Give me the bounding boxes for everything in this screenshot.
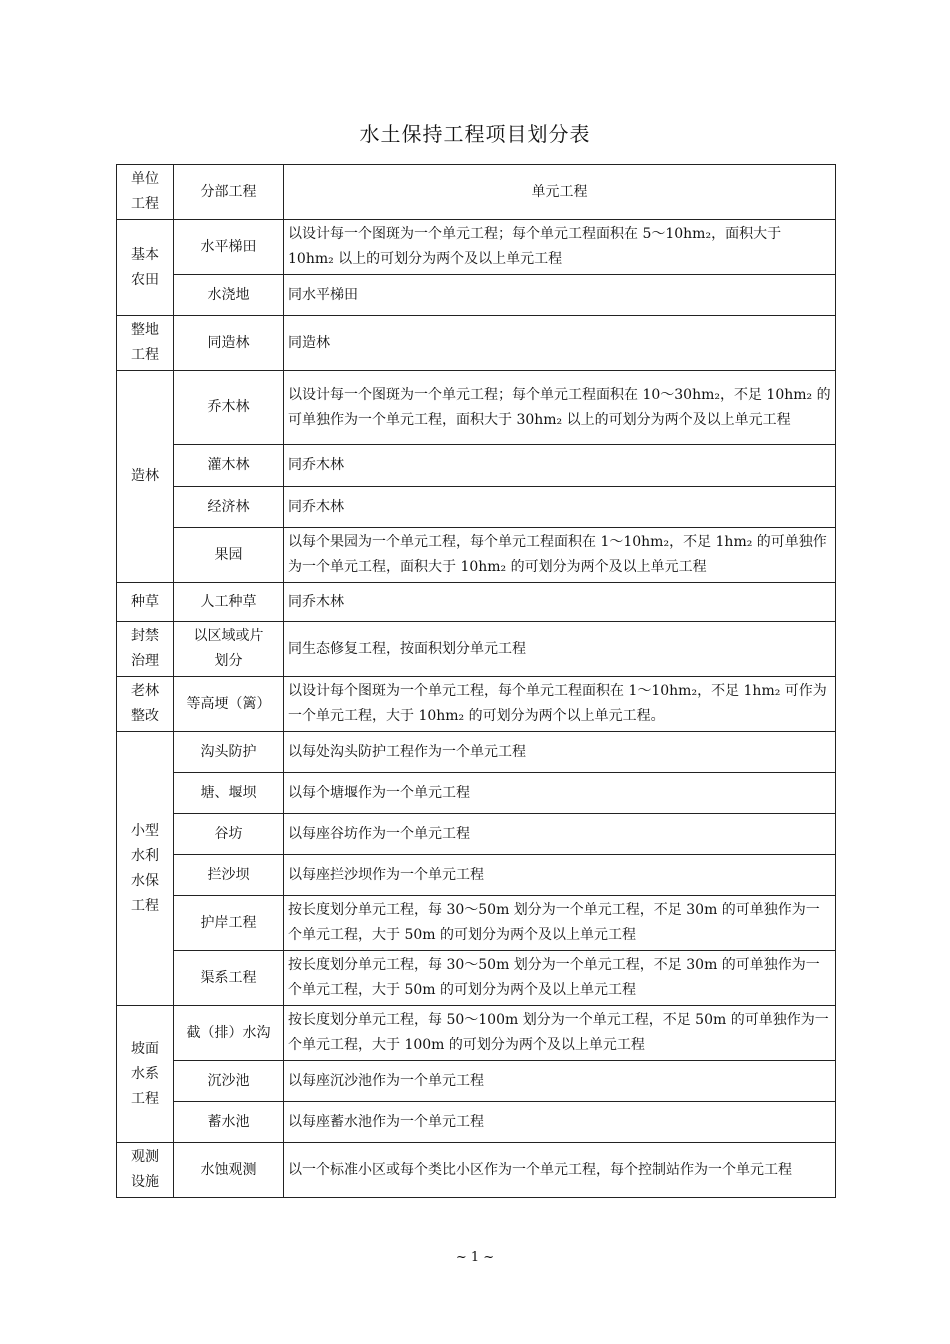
- element-description-cell: 按长度划分单元工程，每 30～50m 划分为一个单元工程，不足 30m 的可单独作为一个单元工程，大于 50m 的可划分为两个及以上单元工程: [284, 896, 836, 951]
- table-row: [117, 445, 836, 487]
- sub-project-cell: 乔木林: [174, 371, 284, 445]
- sub-project-cell: 水浇地: [174, 275, 284, 316]
- element-description-cell: 同生态修复工程，按面积划分单元工程: [284, 622, 836, 677]
- sub-project-cell: 人工种草: [174, 583, 284, 622]
- table-row: [117, 677, 836, 732]
- element-description-cell: 以每座沉沙池作为一个单元工程: [284, 1061, 836, 1102]
- unit-project-cell: 观测 设施: [117, 1143, 174, 1198]
- table-row: [117, 622, 836, 677]
- page-title: 水土保持工程项目划分表: [359, 122, 591, 146]
- header-part: 分部工程: [174, 165, 284, 220]
- table-header-row: [117, 165, 836, 220]
- unit-project-cell: 造林: [117, 371, 174, 583]
- table-body: [117, 165, 836, 1198]
- header-unit: 单位 工程: [117, 165, 174, 220]
- unit-project-cell: 种草: [117, 583, 174, 622]
- table-row: [117, 1061, 836, 1102]
- sub-project-cell: 截（排）水沟: [174, 1006, 284, 1061]
- project-division-table: [116, 164, 836, 1198]
- element-description-cell: 以设计每一个图斑为一个单元工程；每个单元工程面积在 10～30hm₂，不足 10hm₂ 的可单独作为一个单元工程，面积大于 30hm₂ 以上的可划分为两个及以上单元工程: [284, 371, 836, 445]
- table-row: [117, 220, 836, 275]
- element-description-cell: 按长度划分单元工程，每 30～50m 划分为一个单元工程，不足 30m 的可单独作为一个单元工程，大于 50m 的可划分为两个及以上单元工程: [284, 951, 836, 1006]
- sub-project-cell: 蓄水池: [174, 1102, 284, 1143]
- table-row: [117, 814, 836, 855]
- table-row: [117, 1102, 836, 1143]
- table-row: [117, 583, 836, 622]
- element-description-cell: 以每座拦沙坝作为一个单元工程: [284, 855, 836, 896]
- sub-project-cell: 渠系工程: [174, 951, 284, 1006]
- table-row: [117, 487, 836, 528]
- table-row: [117, 951, 836, 1006]
- element-description-cell: 以每座谷坊作为一个单元工程: [284, 814, 836, 855]
- sub-project-cell: 同造林: [174, 316, 284, 371]
- sub-project-cell: 沉沙池: [174, 1061, 284, 1102]
- sub-project-cell: 塘、堰坝: [174, 773, 284, 814]
- table-row: [117, 275, 836, 316]
- table-row: [117, 855, 836, 896]
- table-row: [117, 732, 836, 773]
- sub-project-cell: 果园: [174, 528, 284, 583]
- table-row: [117, 896, 836, 951]
- element-description-cell: 以每个塘堰作为一个单元工程: [284, 773, 836, 814]
- unit-project-cell: 老林 整改: [117, 677, 174, 732]
- element-description-cell: 同乔木林: [284, 583, 836, 622]
- table-row: [117, 773, 836, 814]
- element-description-cell: 按长度划分单元工程，每 50～100m 划分为一个单元工程，不足 50m 的可单独作为一个单元工程，大于 100m 的可划分为两个及以上单元工程: [284, 1006, 836, 1061]
- table-row: [117, 1006, 836, 1061]
- element-description-cell: 以一个标准小区或每个类比小区作为一个单元工程，每个控制站作为一个单元工程: [284, 1143, 836, 1198]
- element-description-cell: 以设计每个图斑为一个单元工程，每个单元工程面积在 1～10hm₂，不足 1hm₂ 可作为一个单元工程，大于 10hm₂ 的可划分为两个以上单元工程。: [284, 677, 836, 732]
- sub-project-cell: 灌木林: [174, 445, 284, 487]
- sub-project-cell: 拦沙坝: [174, 855, 284, 896]
- sub-project-cell: 水蚀观测: [174, 1143, 284, 1198]
- unit-project-cell: 整地 工程: [117, 316, 174, 371]
- sub-project-cell: 沟头防护: [174, 732, 284, 773]
- table-row: [117, 371, 836, 445]
- table-row: [117, 316, 836, 371]
- sub-project-cell: 以区域或片 划分: [174, 622, 284, 677]
- element-description-cell: 以设计每一个图斑为一个单元工程；每个单元工程面积在 5～10hm₂，面积大于 10hm₂ 以上的可划分为两个及以上单元工程: [284, 220, 836, 275]
- element-description-cell: 以每个果园为一个单元工程，每个单元工程面积在 1～10hm₂，不足 1hm₂ 的可单独作为一个单元工程，面积大于 10hm₂ 的可划分为两个及以上单元工程: [284, 528, 836, 583]
- unit-project-cell: 小型 水利 水保 工程: [117, 732, 174, 1006]
- element-description-cell: 以每处沟头防护工程作为一个单元工程: [284, 732, 836, 773]
- sub-project-cell: 谷坊: [174, 814, 284, 855]
- sub-project-cell: 等高埂（篱）: [174, 677, 284, 732]
- element-description-cell: 同造林: [284, 316, 836, 371]
- unit-project-cell: 基本 农田: [117, 220, 174, 316]
- sub-project-cell: 经济林: [174, 487, 284, 528]
- element-description-cell: 以每座蓄水池作为一个单元工程: [284, 1102, 836, 1143]
- sub-project-cell: 护岸工程: [174, 896, 284, 951]
- table-row: [117, 1143, 836, 1198]
- unit-project-cell: 封禁 治理: [117, 622, 174, 677]
- unit-project-cell: 坡面 水系 工程: [117, 1006, 174, 1143]
- sub-project-cell: 水平梯田: [174, 220, 284, 275]
- page-number: ~ 1 ~: [455, 1250, 495, 1265]
- table-row: [117, 528, 836, 583]
- element-description-cell: 同乔木林: [284, 487, 836, 528]
- header-element: 单元工程: [284, 165, 836, 220]
- element-description-cell: 同乔木林: [284, 445, 836, 487]
- element-description-cell: 同水平梯田: [284, 275, 836, 316]
